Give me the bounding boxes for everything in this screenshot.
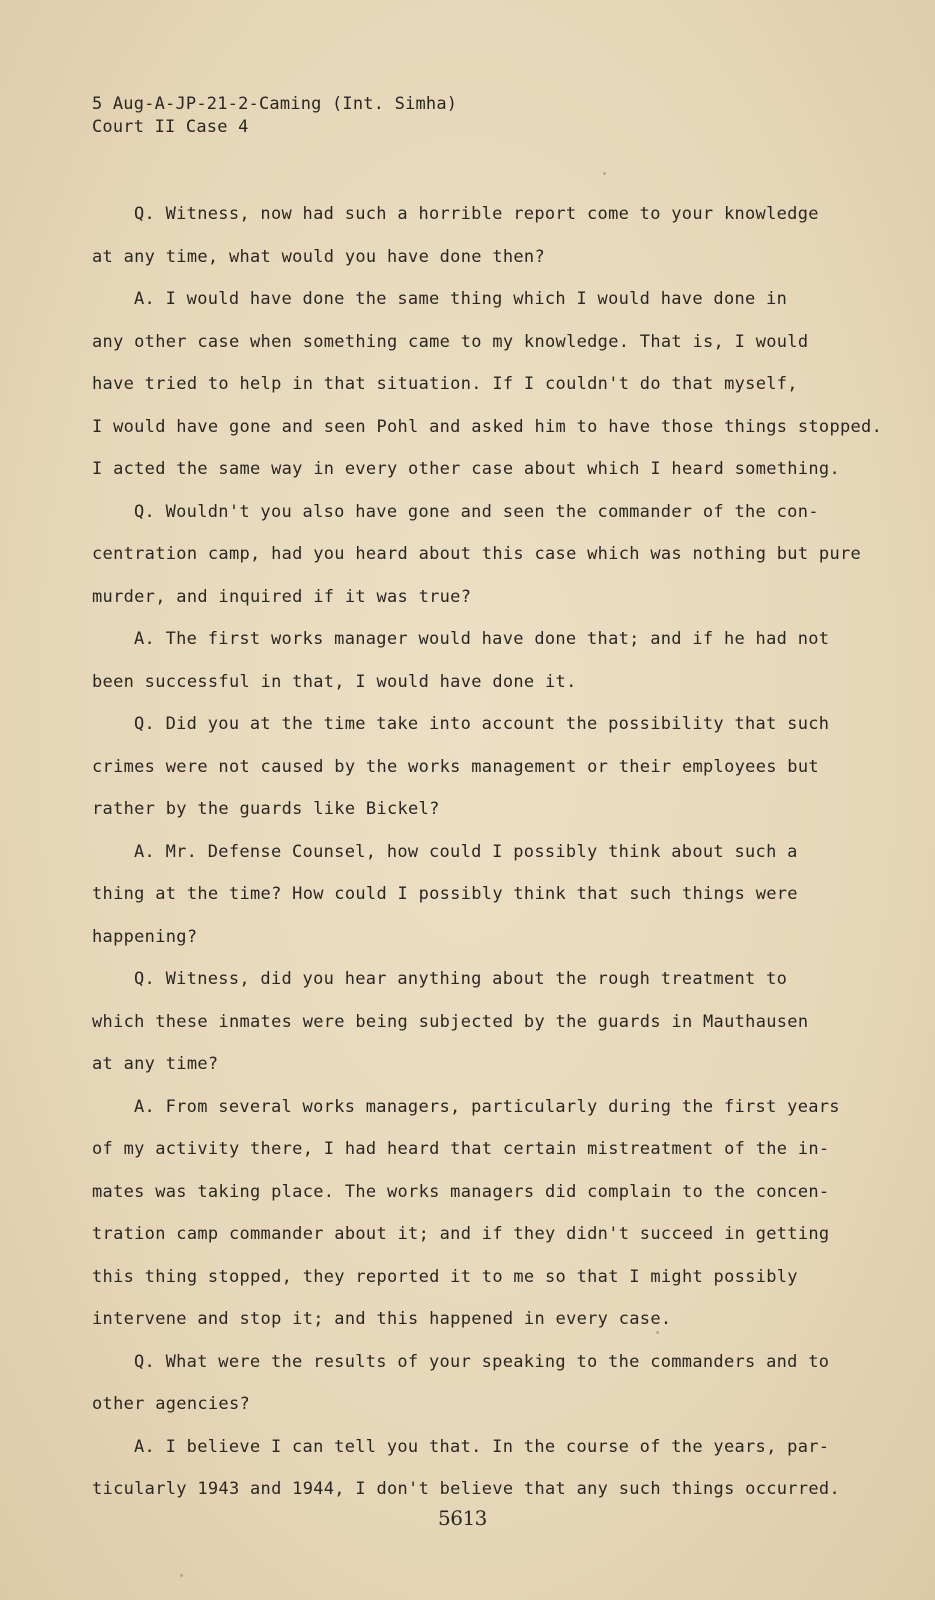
transcript-line: which these inmates were being subjected by the guards in Mauthausen <box>92 1011 809 1032</box>
document-header <box>92 93 457 139</box>
transcript-line: A. The first works manager would have done that; and if he had not <box>134 629 830 649</box>
transcript-body <box>92 193 883 1511</box>
transcript-line: A. I believe I can tell you that. In the course of the years, par- <box>134 1436 830 1457</box>
transcript-line: intervene and stop it; and this happened in every case. <box>92 1309 672 1329</box>
transcript-line: I acted the same way in every other case about which I heard something. <box>92 459 840 479</box>
transcript-line: murder, and inquired if it was true? <box>92 586 472 607</box>
transcript-line: at any time? <box>92 1054 219 1074</box>
transcript-line: A. I would have done the same thing which I would have done in <box>134 289 788 309</box>
paper-speck <box>603 172 606 175</box>
header-case-reference: 5 Aug-A-JP-21-2-Caming (Int. Simha) <box>92 94 458 114</box>
transcript-line: ticularly 1943 and 1944, I don't believe that any such things occurred. <box>92 1479 840 1499</box>
transcript-line: tration camp commander about it; and if they didn't succeed in getting <box>92 1224 830 1244</box>
page-number: 5613 <box>438 1506 487 1530</box>
transcript-line: crimes were not caused by the works management or their employees but <box>92 756 819 777</box>
transcript-line: this thing stopped, they reported it to me so that I might possibly <box>92 1266 798 1287</box>
transcript-line: centration camp, had you heard about this case which was nothing but pure <box>92 544 862 564</box>
paper-speck <box>656 1331 659 1334</box>
transcript-line: any other case when something came to my knowledge. That is, I would <box>92 331 809 352</box>
transcript-line: A. From several works managers, particularly during the first years <box>134 1096 840 1117</box>
transcript-line: Q. Wouldn't you also have gone and seen the commander of the con- <box>134 501 819 522</box>
transcript-line: been successful in that, I would have done it. <box>92 671 577 692</box>
transcript-line: I would have gone and seen Pohl and asked him to have those things stopped. <box>92 416 883 437</box>
transcript-line: of my activity there, I had heard that certain mistreatment of the in- <box>92 1139 830 1159</box>
transcript-line: other agencies? <box>92 1394 251 1414</box>
transcript-line: Q. What were the results of your speaking to the commanders and to <box>134 1351 830 1372</box>
transcript-line: at any time, what would you have done then? <box>92 246 545 267</box>
transcript-line: have tried to help in that situation. If I couldn't do that myself, <box>92 374 798 394</box>
transcript-line: Q. Did you at the time take into account the possibility that such <box>134 714 830 734</box>
transcript-line: Q. Witness, now had such a horrible report come to your knowledge <box>134 204 819 224</box>
transcript-line: Q. Witness, did you hear anything about the rough treatment to <box>134 969 788 989</box>
paper-speck <box>180 1574 183 1577</box>
transcript-line: happening? <box>92 926 198 947</box>
transcript-line: rather by the guards like Bickel? <box>92 799 440 819</box>
transcript-line: mates was taking place. The works managers did complain to the concen- <box>92 1181 830 1202</box>
header-court-case: Court II Case 4 <box>92 117 249 137</box>
transcript-line: A. Mr. Defense Counsel, how could I possibly think about such a <box>134 841 798 862</box>
transcript-line: thing at the time? How could I possibly think that such things were <box>92 884 798 904</box>
